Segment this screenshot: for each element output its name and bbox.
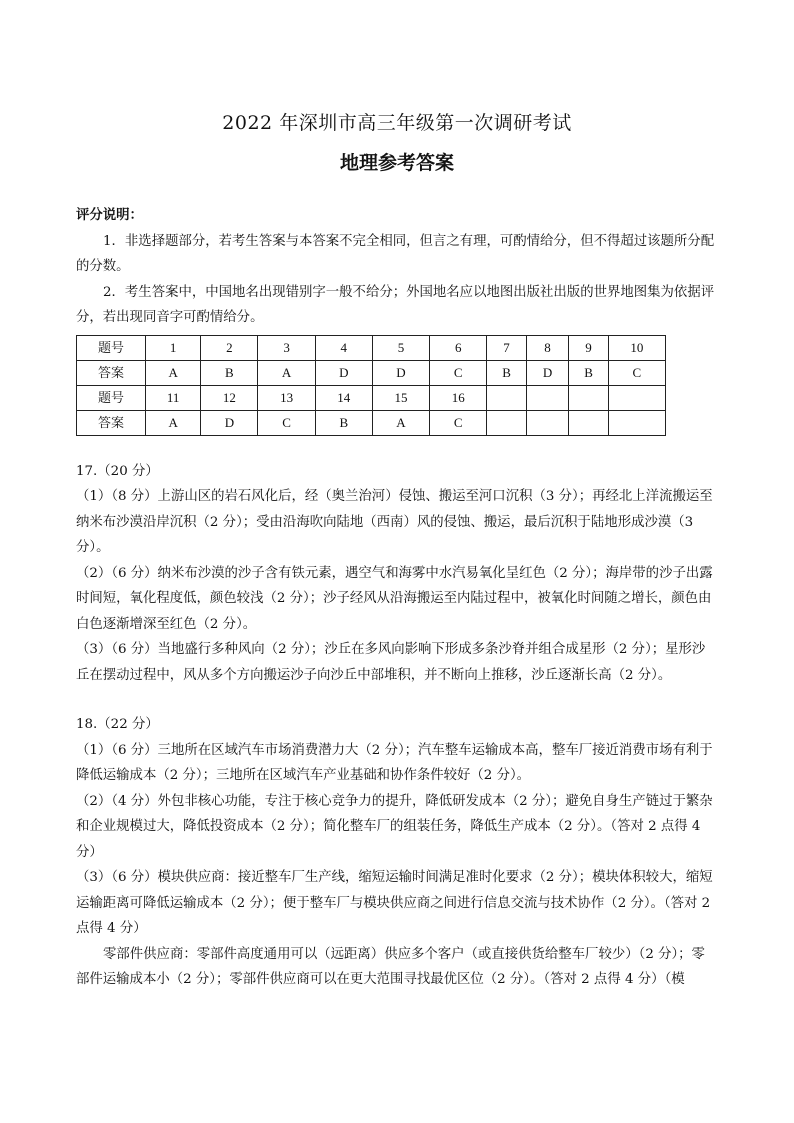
table-cell: 10 xyxy=(608,335,665,360)
table-cell: A xyxy=(372,410,429,435)
table-cell: 13 xyxy=(258,385,315,410)
table-cell: 16 xyxy=(430,385,487,410)
answer-table xyxy=(76,335,666,436)
table-cell xyxy=(487,385,527,410)
table-cell: 5 xyxy=(372,335,429,360)
table-cell: D xyxy=(526,360,568,385)
question-17-part-1: （1）（8 分）上游山区的岩石风化后，经（奥兰治河）侵蚀、搬运至河口沉积（3 分）；再经北上洋流搬运至纳米布沙漠沿岸沉积（2 分）；受由沿海吹向陆地（西南）风的侵蚀、搬运，最后沉积于陆地形成沙漠（3 分）。 xyxy=(76,489,713,555)
table-cell: B xyxy=(487,360,527,385)
grading-rule-2: 2．考生答案中，中国地名出现错别字一般不给分；外国地名应以地图出版社出版的世界地图集为依据评分，若出现同音字可酌情给分。 xyxy=(76,284,715,325)
page-title: 2022 年深圳市高三年级第一次调研考试 xyxy=(222,112,572,134)
table-cell xyxy=(569,410,609,435)
grading-label: 评分说明： xyxy=(76,207,143,223)
table-cell: B xyxy=(201,360,258,385)
table-cell: D xyxy=(201,410,258,435)
table-cell: C xyxy=(430,410,487,435)
table-cell: 11 xyxy=(146,385,201,410)
table-cell: A xyxy=(258,360,315,385)
row-header: 答案 xyxy=(77,410,146,435)
question-17-title: 17.（20 分） xyxy=(76,463,159,479)
table-cell xyxy=(487,410,527,435)
row-header: 题号 xyxy=(77,335,146,360)
answer-table-row xyxy=(77,410,666,435)
table-cell: 2 xyxy=(201,335,258,360)
table-cell: 8 xyxy=(526,335,568,360)
table-cell xyxy=(569,385,609,410)
table-cell: 15 xyxy=(372,385,429,410)
table-cell: 4 xyxy=(315,335,372,360)
table-cell: 14 xyxy=(315,385,372,410)
row-header: 答案 xyxy=(77,360,146,385)
table-cell xyxy=(608,410,665,435)
table-cell: A xyxy=(146,360,201,385)
table-cell xyxy=(608,385,665,410)
table-cell: 6 xyxy=(430,335,487,360)
table-cell: 1 xyxy=(146,335,201,360)
document-body xyxy=(76,203,718,993)
answer-table-row xyxy=(77,335,666,360)
grading-rule-1: 1．非选择题部分，若考生答案与本答案不完全相同，但言之有理，可酌情给分，但不得超过该题所分配的分数。 xyxy=(76,233,715,274)
table-cell: 12 xyxy=(201,385,258,410)
question-18-part-3-parts-supplier: 零部件供应商：零部件高度通用可以（远距离）供应多个客户（或直接供货给整车厂较少）（2 分）；零部件运输成本小（2 分）；零部件供应商可以在更大范围寻找最优区位（2 分）。（答对 2 点得 4 分）（模 xyxy=(76,946,705,987)
table-cell xyxy=(526,385,568,410)
table-cell: C xyxy=(608,360,665,385)
question-18-part-1: （1）（6 分）三地所在区域汽车市场消费潜力大（2 分）；汽车整车运输成本高，整车厂接近消费市场有利于降低运输成本（2 分）；三地所在区域汽车产业基础和协作条件较好（2 分）。 xyxy=(76,742,713,783)
table-cell: C xyxy=(430,360,487,385)
answer-table-row xyxy=(77,385,666,410)
page-subtitle: 地理参考答案 xyxy=(339,152,454,174)
table-cell: B xyxy=(315,410,372,435)
table-cell: D xyxy=(315,360,372,385)
row-header: 题号 xyxy=(77,385,146,410)
question-17-part-3: （3）（6 分）当地盛行多种风向（2 分）；沙丘在多风向影响下形成多条沙脊并组合成星形（2 分）；星形沙丘在摆动过程中，风从多个方向搬运沙子向沙丘中部堆积，并不断向上推移，沙丘逐渐长高（2 分）。 xyxy=(76,642,706,683)
question-18-title: 18.（22 分） xyxy=(76,717,159,732)
table-cell: 7 xyxy=(487,335,527,360)
table-cell: 3 xyxy=(258,335,315,360)
table-cell: B xyxy=(569,360,609,385)
answer-table-row xyxy=(77,360,666,385)
question-18-part-2: （2）（4 分）外包非核心功能，专注于核心竞争力的提升，降低研发成本（2 分）；避免自身生产链过于繁杂和企业规模过大，降低投资成本（2 分）；简化整车厂的组装任务，降低生产成本（2 分）。（答对 2 点得 4 分） xyxy=(76,793,713,860)
table-cell: C xyxy=(258,410,315,435)
table-cell: 9 xyxy=(569,335,609,360)
table-cell xyxy=(526,410,568,435)
table-cell: A xyxy=(146,410,201,435)
question-17-part-2: （2）（6 分）纳米布沙漠的沙子含有铁元素，遇空气和海雾中水汽易氧化呈红色（2 分）；海岸带的沙子出露时间短，氧化程度低，颜色较浅（2 分）；沙子经风从沿海搬运至内陆过程中，被氧化时间随之增长，颜色由白色逐渐增深至红色（2 分）。 xyxy=(76,565,713,632)
question-18-part-3: （3）（6 分）模块供应商：接近整车厂生产线，缩短运输时间满足准时化要求（2 分）；模块体积较大，缩短运输距离可降低运输成本（2 分）；便于整车厂与模块供应商之间进行信息交流与技术协作（2 分）。（答对 2 点得 4 分） xyxy=(76,870,713,936)
table-cell: D xyxy=(372,360,429,385)
